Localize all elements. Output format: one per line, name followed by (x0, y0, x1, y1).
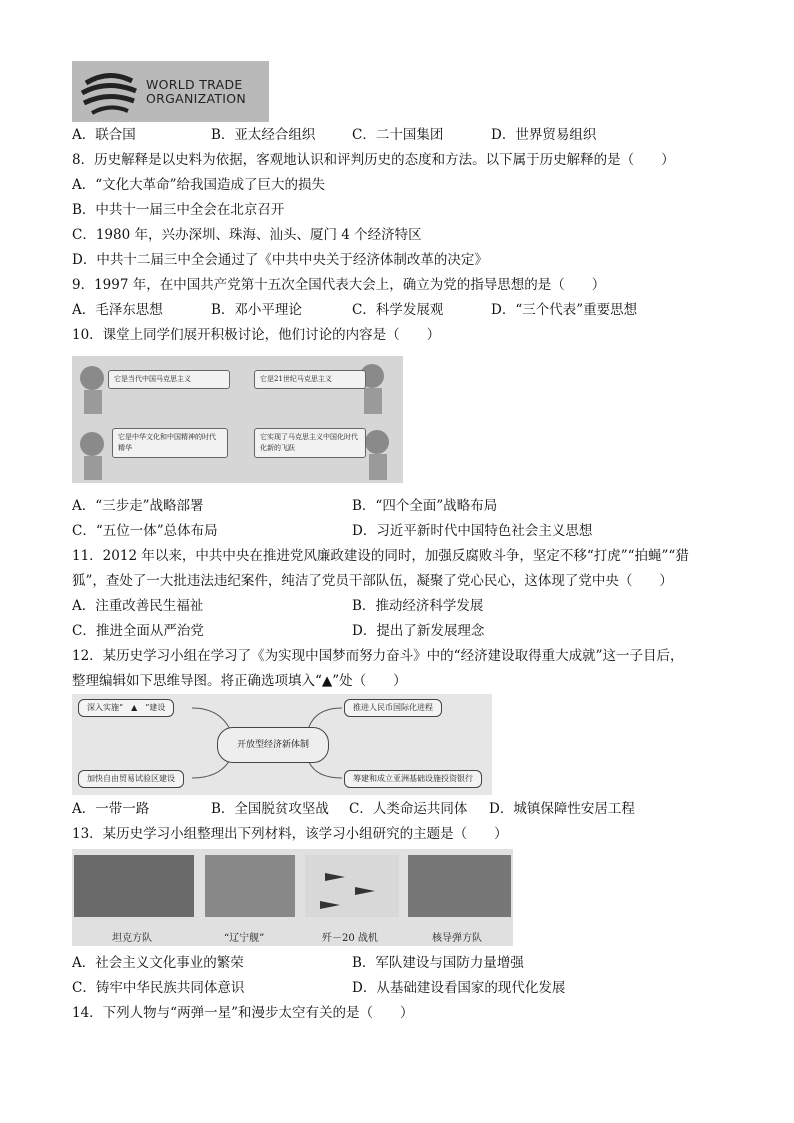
q7-option-d[interactable]: D．世界贸易组织 (491, 127, 597, 143)
mindmap-node-top-right: 推进人民币国际化进程 (344, 699, 442, 717)
q11-option-b[interactable]: B．推动经济科学发展 (352, 598, 484, 614)
q8-stem: 8．历史解释是以史料为依据，客观地认识和评判历史的态度和方法。以下属于历史解释的是（ ） (72, 152, 675, 168)
mindmap-node-top-left: 深入实施“ ▲ ”建设 (78, 699, 174, 717)
wto-logo-image (72, 61, 269, 122)
fighter-jet-photo (305, 855, 399, 917)
q10-option-d[interactable]: D．习近平新时代中国特色社会主义思想 (352, 523, 593, 539)
q10-bubble-2: 它是21世纪马克思主义 (254, 370, 366, 389)
q7-option-a[interactable]: A．联合国 (72, 127, 136, 143)
q13-photos-image (72, 849, 513, 946)
q11-stem-line2: 狐”，查处了一大批违法违纪案件，纯洁了党员干部队伍，凝聚了党心民心，这体现了党中央（ ） (72, 573, 673, 589)
q8-option-c[interactable]: C．1980 年，兴办深圳、珠海、汕头、厦门 4 个经济特区 (72, 227, 422, 243)
q10-option-b[interactable]: B．“四个全面”战略布局 (352, 498, 498, 514)
q12-mindmap-image (72, 694, 492, 795)
q11-stem-line1: 11．2012 年以来，中共中央在推进党风廉政建设的同时，加强反腐败斗争，坚定不移“打虎”“拍蝇”“猎 (72, 548, 689, 564)
q12-option-d[interactable]: D．城镇保障性安居工程 (489, 801, 635, 817)
wto-text-line2: ORGANIZATION (146, 91, 247, 106)
q9-option-c[interactable]: C．科学发展观 (352, 302, 444, 318)
tank-photo (74, 855, 194, 917)
q12-stem-line2: 整理编辑如下思维导图。将正确选项填入“▲”处（ ） (72, 673, 407, 689)
q7-option-b[interactable]: B．亚太经合组织 (211, 127, 316, 143)
q14-stem: 14．下列人物与“两弹一星”和漫步太空有关的是（ ） (72, 1005, 414, 1021)
q10-cartoon-image (72, 356, 403, 483)
q10-bubble-3: 它是中华文化和中国精神的时代精华 (112, 428, 228, 458)
mindmap-center-node: 开放型经济新体制 (217, 727, 329, 763)
q13-stem: 13．某历史学习小组整理出下列材料，该学习小组研究的主题是（ ） (72, 826, 508, 842)
q8-option-b[interactable]: B．中共十一届三中全会在北京召开 (72, 202, 285, 218)
q12-stem-line1: 12．某历史学习小组在学习了《为实现中国梦而努力奋斗》中的“经济建设取得重大成就”这一子目后， (72, 648, 684, 664)
q12-option-a[interactable]: A．一带一路 (72, 801, 150, 817)
q10-stem: 10．课堂上同学们展开积极讨论，他们讨论的内容是（ ） (72, 327, 441, 343)
mindmap-node-bottom-left: 加快自由贸易试验区建设 (78, 770, 184, 788)
q8-option-a[interactable]: A．“文化大革命”给我国造成了巨大的损失 (72, 177, 326, 193)
q13-option-b[interactable]: B．军队建设与国防力量增强 (352, 955, 524, 971)
q9-option-d[interactable]: D．“三个代表”重要思想 (491, 302, 638, 318)
photo-caption-4: 核导弹方队 (432, 933, 482, 944)
q9-option-b[interactable]: B．邓小平理论 (211, 302, 302, 318)
q8-option-d[interactable]: D．中共十二届三中全会通过了《中共中央关于经济体制改革的决定》 (72, 252, 488, 268)
q10-bubble-1: 它是当代中国马克思主义 (108, 370, 230, 389)
missile-parade-photo (408, 855, 511, 917)
q11-option-d[interactable]: D．提出了新发展理念 (352, 623, 485, 639)
q12-option-b[interactable]: B．全国脱贫攻坚战 (211, 801, 329, 817)
aircraft-carrier-photo (205, 855, 295, 917)
photo-caption-1: 坦克方队 (112, 933, 152, 944)
photo-caption-2: “辽宁舰” (224, 933, 265, 944)
q11-option-a[interactable]: A．注重改善民生福祉 (72, 598, 204, 614)
jet-icon (305, 855, 399, 917)
q10-bubble-4: 它实现了马克思主义中国化时代化新的飞跃 (254, 428, 366, 458)
q10-option-a[interactable]: A．“三步走”战略部署 (72, 498, 204, 514)
photo-caption-3: 歼－20 战机 (322, 933, 378, 944)
q13-option-d[interactable]: D．从基础建设看国家的现代化发展 (352, 980, 566, 996)
mindmap-node-bottom-right: 筹建和成立亚洲基础设施投资银行 (344, 770, 482, 788)
wto-text-line1: WORLD TRADE (146, 77, 243, 92)
q10-option-c[interactable]: C．“五位一体”总体布局 (72, 523, 218, 539)
wto-globe-icon (74, 61, 144, 122)
q11-option-c[interactable]: C．推进全面从严治党 (72, 623, 204, 639)
q9-stem: 9．1997 年，在中国共产党第十五次全国代表大会上，确立为党的指导思想的是（ ） (72, 277, 606, 293)
q13-option-c[interactable]: C．铸牢中华民族共同体意识 (72, 980, 245, 996)
q13-option-a[interactable]: A．社会主义文化事业的繁荣 (72, 955, 244, 971)
q9-option-a[interactable]: A．毛泽东思想 (72, 302, 163, 318)
q12-option-c[interactable]: C．人类命运共同体 (349, 801, 468, 817)
q7-option-c[interactable]: C．二十国集团 (352, 127, 444, 143)
